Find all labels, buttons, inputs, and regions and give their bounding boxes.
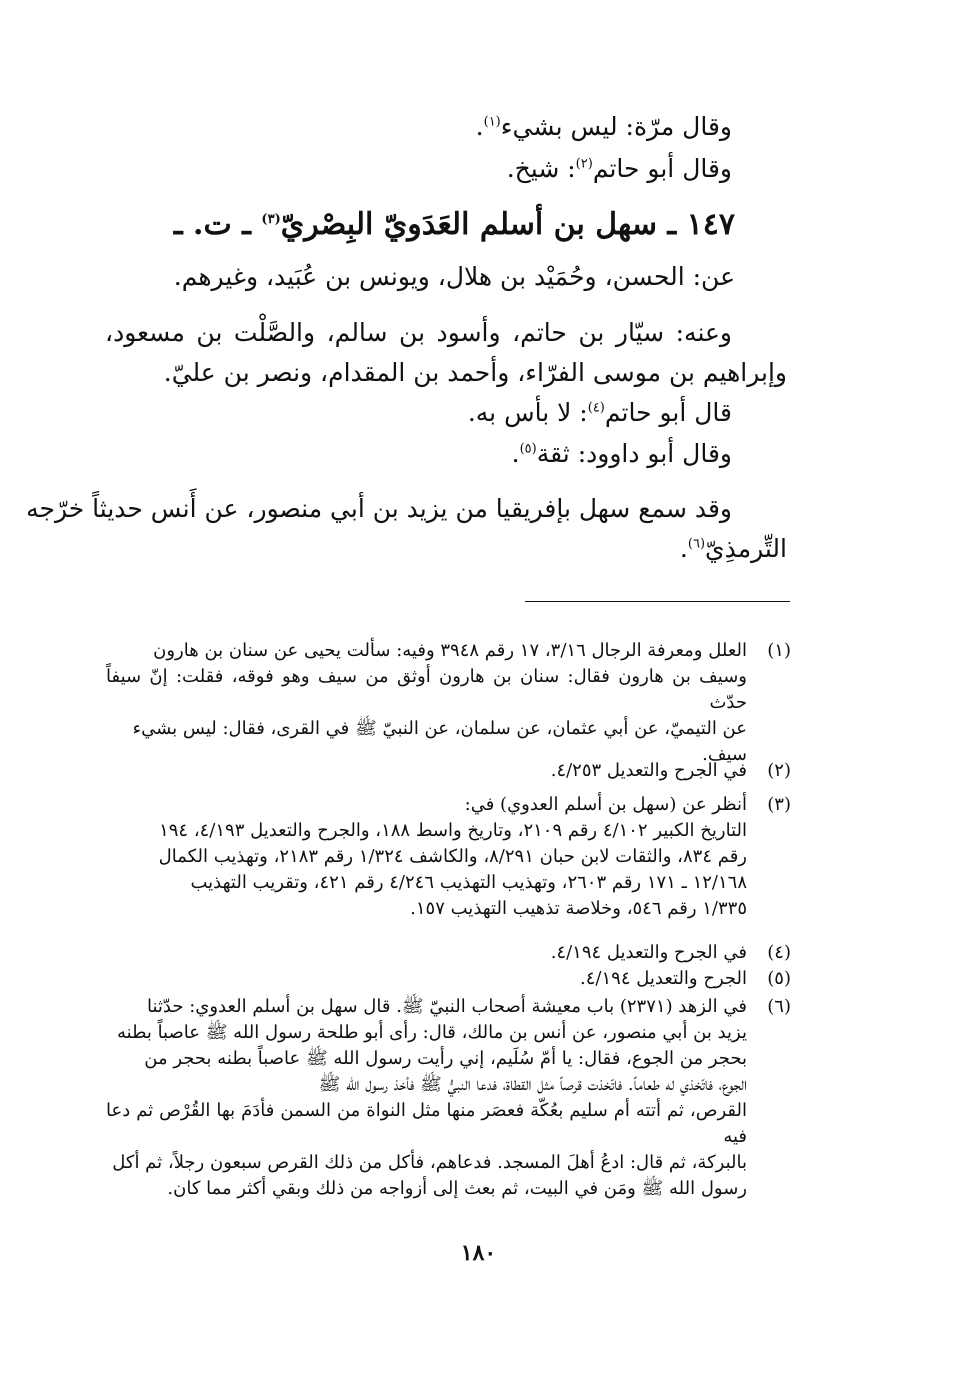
footnote-line: ١٢/١٦٨ ـ ١٧١ رقم ٢٦٠٣، وتهذيب التهذيب ٤/٢٤٦ رقم ٤٢١، وتقريب التهذيب: [190, 872, 747, 893]
footnote-4: [106, 940, 791, 966]
footnote-number: (٤): [767, 942, 791, 963]
footnote-line: التاريخ الكبير ٤/١٠٢ رقم ٢١٠٩، وتاريخ واسط ١٨٨، والجرح والتعديل ٤/١٩٣، ١٩٤: [159, 820, 747, 841]
footnote-line: القرص، ثم أتته أم سليم بعُكّة فعصَر منها مثل النواة من السمن فأدَمَ بها القُرْص ثم دعا فيه: [106, 1100, 747, 1147]
text-line: [507, 152, 732, 186]
page-number: ١٨٠: [460, 1240, 497, 1266]
footnote-text: [106, 994, 747, 1202]
footnote-text: [106, 792, 747, 922]
footnote-line: عن التيميّ، عن أبي عثمان، عن سلمان، عن النبيّ ﷺ في القرى، فقال: ليس بشيء: [132, 718, 747, 739]
footnote-text: [106, 758, 747, 784]
footnote-number: (٥): [767, 968, 791, 989]
footnote-line: في الزهد (٢٣٧١) باب معيشة أصحاب النبيّ ﷺ. قال سهل بن أسلم العدوي: حدّثنا: [146, 996, 747, 1017]
footnote-number: (٢): [767, 760, 791, 781]
text-line: [468, 396, 732, 430]
footnote-line: بحجر من الجوع، فقال: يا أمّ سُلَيم، إني رأيت رسول الله ﷺ عاصباً بطنه بحجر من: [144, 1048, 747, 1069]
footnote-number: (٦): [767, 996, 791, 1017]
footnote-marker[interactable]: (٢): [575, 156, 593, 172]
text: : شيخ.: [506, 154, 576, 183]
footnote-2: [106, 758, 791, 784]
footnote-line: يزيد بن أبي منصور، عن أنس بن مالك، قال: رأى أبو طلحة رسول الله ﷺ عاصباً بطنه: [116, 1022, 747, 1043]
text-line: [476, 110, 732, 144]
students-line-2: وإبراهيم بن موسى الفرّاء، وأحمد بن المقدام، ونصر بن عليّ.: [163, 358, 787, 387]
footnote-1: [106, 638, 791, 765]
text: .: [679, 534, 688, 563]
footnote-line: في الجرح والتعديل ٤/٢٥٣.: [550, 760, 747, 781]
footnote-marker[interactable]: (٥): [519, 441, 537, 457]
footnote-line: الجرح والتعديل ٤/١٩٤.: [580, 968, 747, 989]
footnote-line: وسيف بن هارون فقال: سنان بن هارون أوثق من سيف وهو فوقه، فقلت: إنّ سيفاً حدّث: [106, 666, 747, 713]
heading-text: ١٤٧ ـ سهل بن أسلم العَدَويّ البِصْريّ: [280, 207, 735, 242]
closing-line-1: وقد سمع سهل بإفريقيا من يزيد بن أبي منصور، عن أَنس حديثاً خرّجه: [26, 494, 732, 523]
footnote-line: أنظر عن (سهل بن أسلم العدوي) في:: [464, 794, 747, 815]
footnote-text: [106, 638, 747, 768]
footnote-line: رسول الله ﷺ ومَن في البيت، ثم بعث إلى أزواجه من ذلك وبقي أكثر مما كان.: [167, 1178, 747, 1199]
closing-line-2: [680, 532, 787, 566]
footnote-line: رقم ٨٣٤، والثقات لابن حبان ٨/٢٩١، والكاشف ١/٣٢٤ رقم ٢١٨٣، وتهذيب الكمال: [158, 846, 747, 867]
footnote-line: في الجرح والتعديل ٤/١٩٤.: [550, 942, 747, 963]
footnote-marker[interactable]: (٤): [587, 400, 605, 416]
footnote-text: [106, 940, 747, 966]
footnote-line: الجوع، فاتّخذي له طعاماً. فاتّخذت قرصاً مثل القطاة، فدعا النبيُّ ﷺ فأخذ رسول الله ﷺ: [318, 1074, 747, 1095]
footnote-marker[interactable]: (٦): [687, 536, 706, 552]
text: التِّرمذِيّ: [705, 534, 787, 563]
teachers-line: عن: الحسن، وحُمَيْد بن هلال، ويونس بن عُبَيد، وغيرهم.: [173, 262, 735, 291]
text-line: [512, 437, 732, 471]
text: قال أبو حاتم: [604, 398, 732, 427]
footnote-3: [106, 792, 791, 932]
heading-suffix: ـ ت. ـ: [173, 207, 262, 242]
text: .: [511, 439, 520, 468]
text: وقال أبو داوود: ثقة: [536, 439, 732, 468]
footnote-5: [106, 966, 791, 992]
text: .: [475, 112, 484, 141]
footnote-line: العلل ومعرفة الرجال ٣/١٦، ١٧ رقم ٣٩٤٨ وفيه: سألت يحيى عن سنان بن هارون: [153, 640, 747, 661]
footnote-marker[interactable]: (٣): [261, 212, 281, 227]
footnote-number: (١): [767, 640, 791, 661]
students-line-1: وعنه: سيّار بن حاتم، وأسود بن سالم، والصَّلْت بن مسعود،: [105, 318, 732, 347]
text: وقال أبو حاتم: [592, 154, 732, 183]
footnote-line: سيف.: [702, 744, 747, 765]
footnote-marker[interactable]: (١): [483, 114, 501, 130]
footnote-line: ١/٣٣٥ رقم ٥٤٦، وخلاصة تذهيب التهذيب ١٥٧.: [410, 898, 747, 919]
entry-heading: [174, 205, 735, 245]
footnote-number: (٣): [767, 794, 791, 815]
footnote-6: [106, 994, 791, 1204]
text: وقال مرّة: ليس بشيء: [500, 112, 732, 141]
footnote-text: [106, 966, 747, 992]
footnote-line: بالبركة، ثم قال: ادعُ أهلَ المسجد. فدعاهم، فأكل من ذلك القرص سبعون رجلاً، ثم أكل: [112, 1152, 747, 1173]
footnote-divider: [525, 601, 790, 602]
text: : لا بأس به.: [467, 398, 588, 427]
